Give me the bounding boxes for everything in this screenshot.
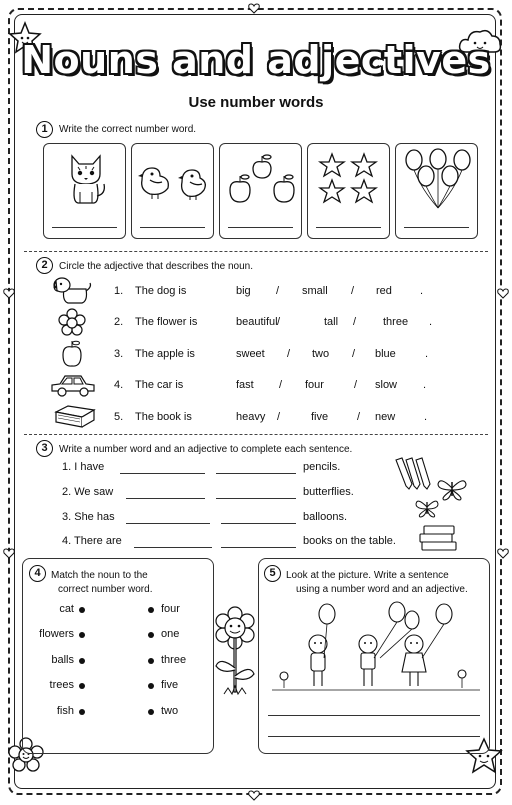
dog-icon xyxy=(52,275,92,305)
sentence-answer-line[interactable] xyxy=(268,715,480,716)
children-with-balloons-picture xyxy=(272,600,480,696)
flower-icon xyxy=(58,309,86,337)
birds-icon xyxy=(138,160,210,200)
match-number-word: two xyxy=(161,705,179,717)
adjective-option[interactable]: five xyxy=(311,411,329,423)
heart-icon xyxy=(248,3,260,14)
heart-icon xyxy=(3,548,15,559)
match-noun: cat xyxy=(59,603,74,615)
match-dot[interactable] xyxy=(79,709,85,715)
car-icon xyxy=(50,373,96,399)
match-dot[interactable] xyxy=(79,632,85,638)
period: . xyxy=(425,348,429,360)
section5-number: 5 xyxy=(264,565,281,582)
sunflower-icon xyxy=(212,608,258,698)
fill-in-blank[interactable] xyxy=(134,547,212,548)
apple-icon xyxy=(60,340,84,368)
adjective-option[interactable]: beautiful xyxy=(236,316,278,328)
match-dot[interactable] xyxy=(148,607,154,613)
period: . xyxy=(429,316,433,328)
butterfly-icon xyxy=(414,497,440,517)
picture-card-birds xyxy=(131,143,214,239)
match-number-word: five xyxy=(161,679,179,691)
stars-icon xyxy=(316,152,384,206)
book-icon xyxy=(52,404,96,430)
fill-in-blank[interactable] xyxy=(126,498,205,499)
sentence-end: books on the table. xyxy=(303,535,396,547)
match-dot[interactable] xyxy=(79,658,85,664)
match-number-word: one xyxy=(161,628,180,640)
section2-number: 2 xyxy=(36,257,53,274)
section-divider xyxy=(24,251,488,252)
slash-separator: / xyxy=(276,285,280,297)
section1-instruction: Write the correct number word. xyxy=(59,124,197,135)
row-sentence: The book is xyxy=(135,411,192,423)
match-dot[interactable] xyxy=(148,683,154,689)
adjective-option[interactable]: new xyxy=(375,411,396,423)
answer-line[interactable] xyxy=(404,227,469,228)
adjective-option[interactable]: two xyxy=(312,348,330,360)
picture-card-apples xyxy=(219,143,302,239)
sentence-end: butterflies. xyxy=(303,486,354,498)
row-number: 4. xyxy=(114,379,124,391)
section-divider xyxy=(24,434,488,435)
period: . xyxy=(424,411,428,423)
sentence-end: balloons. xyxy=(303,511,348,523)
sentence-answer-line[interactable] xyxy=(268,736,480,737)
row-number: 1. xyxy=(114,285,124,297)
heart-icon xyxy=(497,548,509,559)
sentence-start: 4. There are xyxy=(62,535,122,547)
slash-separator: / xyxy=(352,348,356,360)
picture-card-stars xyxy=(307,143,390,239)
row-sentence: The flower is xyxy=(135,316,198,328)
slash-separator: / xyxy=(353,316,357,328)
slash-separator: / xyxy=(354,379,358,391)
page-title: Nouns and adjectives xyxy=(21,38,491,82)
sentence-start: 1. I have xyxy=(62,461,105,473)
row-number: 3. xyxy=(114,348,124,360)
heart-icon xyxy=(3,288,15,299)
adjective-option[interactable]: four xyxy=(305,379,324,391)
section1-number: 1 xyxy=(36,121,53,138)
row-sentence: The apple is xyxy=(135,348,195,360)
answer-line[interactable] xyxy=(228,227,293,228)
picture-card-cat xyxy=(43,143,126,239)
adjective-option[interactable]: blue xyxy=(375,348,396,360)
adjective-option[interactable]: big xyxy=(236,285,251,297)
section5-instruction-line1: Look at the picture. Write a sentence xyxy=(286,570,449,581)
slash-separator: / xyxy=(351,285,355,297)
period: . xyxy=(420,285,424,297)
books-stack-icon xyxy=(418,522,458,552)
match-dot[interactable] xyxy=(148,632,154,638)
fill-in-blank[interactable] xyxy=(126,523,210,524)
apples-icon xyxy=(226,152,298,206)
heart-icon xyxy=(497,288,509,299)
section3-instruction: Write a number word and an adjective to complete each sentence. xyxy=(59,444,353,455)
butterfly-icon xyxy=(436,476,468,500)
row-sentence: The car is xyxy=(135,379,184,391)
adjective-option[interactable]: slow xyxy=(375,379,398,391)
adjective-option[interactable]: red xyxy=(376,285,392,297)
section2-instruction: Circle the adjective that describes the noun. xyxy=(59,261,253,272)
match-noun: trees xyxy=(49,679,74,691)
section4-instruction-line2: correct number word. xyxy=(58,584,153,595)
fill-in-blank[interactable] xyxy=(216,498,296,499)
row-number: 2. xyxy=(114,316,124,328)
answer-line[interactable] xyxy=(140,227,205,228)
balloons-icon xyxy=(400,150,476,212)
match-dot[interactable] xyxy=(148,709,154,715)
match-noun: balls xyxy=(51,654,74,666)
slash-separator: / xyxy=(277,411,281,423)
slash-separator: / xyxy=(287,348,291,360)
period: . xyxy=(423,379,427,391)
match-dot[interactable] xyxy=(148,658,154,664)
page-subtitle: Use number words xyxy=(188,94,324,111)
sentence-start: 2. We saw xyxy=(62,486,114,498)
fill-in-blank[interactable] xyxy=(120,473,205,474)
pencils-icon xyxy=(392,456,434,490)
adjective-option[interactable]: heavy xyxy=(236,411,266,423)
slash-separator: / xyxy=(357,411,361,423)
section4-number: 4 xyxy=(29,565,46,582)
adjective-option[interactable]: fast xyxy=(236,379,254,391)
match-dot[interactable] xyxy=(79,607,85,613)
slash-separator: / xyxy=(279,379,283,391)
adjective-option[interactable]: three xyxy=(383,316,409,328)
match-dot[interactable] xyxy=(79,683,85,689)
section3-number: 3 xyxy=(36,440,53,457)
section4-instruction-line1: Match the noun to the xyxy=(51,570,148,581)
match-noun: fish xyxy=(56,705,74,717)
sentence-end: pencils. xyxy=(303,461,341,473)
answer-line[interactable] xyxy=(52,227,117,228)
slash-separator: / xyxy=(277,316,281,328)
cat-icon xyxy=(66,152,106,204)
fill-in-blank[interactable] xyxy=(221,523,296,524)
section5-instruction-line2: using a number word and an adjective. xyxy=(296,584,468,595)
adjective-option[interactable]: sweet xyxy=(236,348,265,360)
adjective-option[interactable]: tall xyxy=(324,316,339,328)
match-number-word: three xyxy=(161,654,187,666)
match-noun: flowers xyxy=(39,628,74,640)
picture-card-balloons xyxy=(395,143,478,239)
fill-in-blank[interactable] xyxy=(221,547,296,548)
heart-icon xyxy=(248,790,260,801)
adjective-option[interactable]: small xyxy=(302,285,328,297)
row-sentence: The dog is xyxy=(135,285,187,297)
match-number-word: four xyxy=(161,603,180,615)
sentence-start: 3. She has xyxy=(62,511,115,523)
fill-in-blank[interactable] xyxy=(216,473,296,474)
row-number: 5. xyxy=(114,411,124,423)
answer-line[interactable] xyxy=(316,227,381,228)
